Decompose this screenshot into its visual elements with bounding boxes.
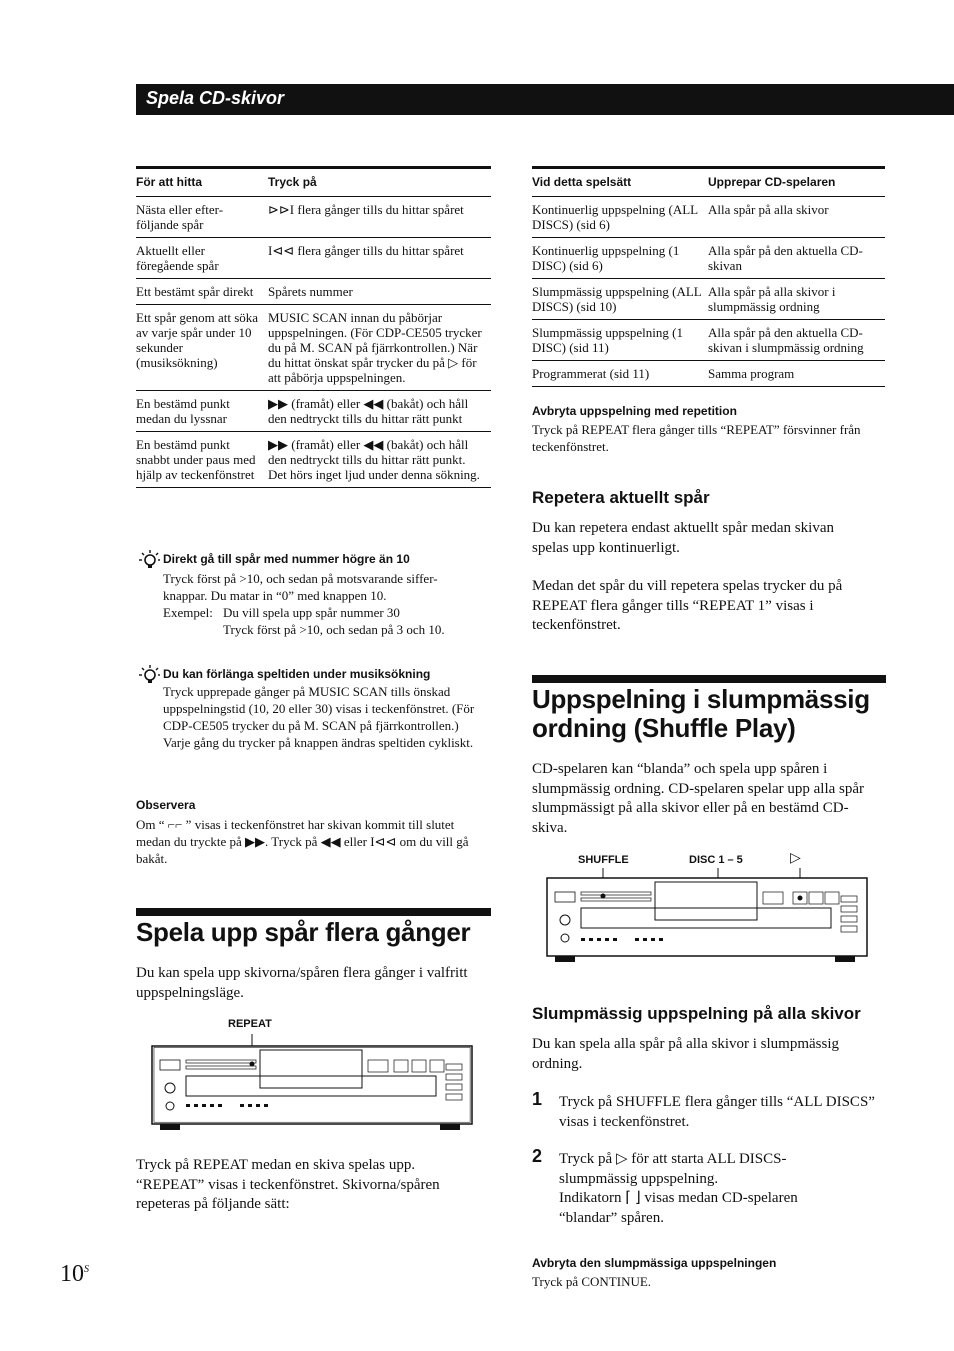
table-cell: ▶▶ (framåt) eller ◀◀ (bakåt) och håll den nedtryckt tills du hittar rätt punkt	[268, 391, 491, 432]
table-row	[136, 391, 491, 432]
table-cell: En bestämd punkt medan du lyssnar	[136, 391, 268, 432]
table-row	[136, 238, 491, 279]
tip1-line: Tryck först på >10, och sedan på motsvarande siffer-	[163, 571, 438, 586]
table-row	[136, 305, 491, 391]
repeat-current-p1: Du kan repetera endast aktuellt spår medan skivan spelas upp kontinuerligt.	[532, 520, 834, 556]
table-cell: Samma program	[708, 361, 885, 387]
table-cell: Kontinuerlig uppspelning (ALL DISCS) (sid 6)	[532, 197, 708, 238]
shuffle-all-intro: Du kan spela alla spår på alla skivor i slumpmässig ordning.	[532, 1036, 840, 1072]
table-cell: MUSIC SCAN innan du påbörjar uppspelningen. (För CDP-CE505 trycker du på M. SCAN på fjärrkontrollen.) När du hittat önskat spår trycker du på ▷ för att påbörja uppspelningen.	[268, 305, 491, 391]
shuffle-all-title: Slumpmässig uppspelning på alla skivor	[532, 1004, 861, 1023]
table-row	[136, 279, 491, 305]
shuffle-title-line: Uppspelning i slumpmässig	[532, 684, 870, 714]
step-number: 1	[532, 1089, 543, 1109]
mode-table-header: Upprepar CD-spelaren	[708, 168, 885, 197]
cancel-repeat-text: Tryck på REPEAT flera gånger tills “REPEAT” försvinner från teckenfönstret.	[532, 422, 861, 454]
page-number-value: 10	[60, 1261, 84, 1287]
table-cell: Spårets nummer	[268, 279, 491, 305]
table-cell: Alla spår på den aktuella CD-skivan	[708, 238, 885, 279]
step2-text	[559, 1150, 889, 1228]
cancel-shuffle-title: Avbryta den slumpmässiga uppspelningen	[532, 1256, 777, 1270]
table-cell: Nästa eller efter-följande spår	[136, 197, 268, 238]
table-cell: ⊳⊳I flera gånger tills du hittar spåret	[268, 197, 491, 238]
table-cell: Slumpmässig uppspelning (1 DISC) (sid 11)	[532, 320, 708, 361]
table-row	[532, 238, 885, 279]
table-cell: Slumpmässig uppspelning (ALL DISCS) (sid 10)	[532, 279, 708, 320]
table-cell: Kontinuerlig uppspelning (1 DISC) (sid 6)	[532, 238, 708, 279]
step2-line: “blandar” spåren.	[559, 1209, 664, 1226]
search-table-header: Tryck på	[268, 168, 491, 197]
mode-table	[532, 166, 885, 387]
repeat-current-title: Repetera aktuellt spår	[532, 488, 710, 507]
cancel-repeat-title: Avbryta uppspelning med repetition	[532, 404, 737, 418]
figure-label-play: ▷	[790, 850, 801, 866]
figure-label-shuffle: SHUFFLE	[578, 854, 629, 866]
table-row	[532, 361, 885, 387]
section-rule	[136, 908, 491, 916]
table-row	[532, 279, 885, 320]
step2-line: Tryck på ▷ för att starta ALL DISCS-	[559, 1151, 787, 1167]
search-table-header: För att hitta	[136, 168, 268, 197]
table-cell: Alla spår på alla skivor	[708, 197, 885, 238]
tip1-example-line: Du vill spela upp spår nummer 30	[223, 605, 400, 620]
table-cell: Ett bestämt spår direkt	[136, 279, 268, 305]
table-row	[136, 432, 491, 488]
page-number-suffix: S	[84, 1264, 89, 1275]
table-cell: En bestämd punkt snabbt under paus med hjälp av teckenfönstret	[136, 432, 268, 488]
repeat-section-intro: Du kan spela upp skivorna/spåren flera gånger i valfritt uppspelningsläge.	[136, 965, 468, 1001]
step-number: 2	[532, 1146, 543, 1166]
tip1-line: knappar. Du matar in “0” med knappen 10.	[163, 588, 387, 603]
tip1-example-label: Exempel:	[163, 605, 213, 620]
tip1-title: Direkt gå till spår med nummer högre än 10	[163, 552, 410, 566]
table-row	[532, 320, 885, 361]
note-text: Om “ ⌐⌐ ” visas i teckenfönstret har skivan kommit till slutet medan du tryckte på ▶▶. Tryck på ◀◀ eller I⊲⊲ om du vill gå bakåt.	[136, 817, 469, 866]
section-rule	[532, 675, 886, 683]
cancel-shuffle-text: Tryck på CONTINUE.	[532, 1274, 652, 1289]
figure-label-disc: DISC 1 – 5	[689, 854, 743, 866]
table-row	[532, 197, 885, 238]
step2-line: slumpmässig uppspelning.	[559, 1170, 719, 1187]
figure-label-repeat: REPEAT	[228, 1018, 272, 1030]
step2-line: Indikatorn ⌈ ⌋ visas medan CD-spelaren	[559, 1190, 798, 1206]
note-title: Observera	[136, 798, 196, 812]
lightbulb-icon	[138, 549, 160, 571]
repeat-section-after: Tryck på REPEAT medan en skiva spelas upp. “REPEAT” visas i teckenfönstret. Skivorna/spåren repeteras på följande sätt:	[136, 1157, 440, 1212]
tip1-example	[163, 604, 493, 621]
repeat-section-title: Spela upp spår flera gånger	[136, 917, 471, 947]
cd-player-illustration	[150, 1030, 476, 1138]
lightbulb-icon	[138, 664, 160, 686]
tip1-example-line2: Tryck först på >10, och sedan på 3 och 10.	[223, 622, 445, 637]
table-cell: Aktuellt eller föregående spår	[136, 238, 268, 279]
table-cell: Ett spår genom att söka av varje spår under 10 sekunder (musiksökning)	[136, 305, 268, 391]
step1-text: Tryck på SHUFFLE flera gånger tills “ALL DISCS” visas i teckenfönstret.	[559, 1094, 875, 1130]
table-cell: I⊲⊲ flera gånger tills du hittar spåret	[268, 238, 491, 279]
section-header-title: Spela CD-skivor	[146, 88, 285, 108]
tip1-text	[163, 570, 493, 638]
page-number	[60, 1261, 89, 1288]
tip2-title: Du kan förlänga speltiden under musiksökning	[163, 667, 431, 681]
table-row	[136, 197, 491, 238]
table-cell: Alla spår på alla skivor i slumpmässig ordning	[708, 279, 885, 320]
search-table	[136, 166, 491, 488]
cd-player-illustration	[545, 866, 871, 970]
table-cell: Alla spår på den aktuella CD-skivan i slumpmässig ordning	[708, 320, 885, 361]
shuffle-section-title	[532, 685, 870, 743]
tip2-text: Tryck upprepade gånger på MUSIC SCAN tills önskad uppspelningstid (10, 20 eller 30) visas i teckenfönstret. (För CDP-CE505 trycker du på M. SCAN på fjärrkontrollen.) Varje gång du trycker på knappen ändras speltiden cykliskt.	[163, 684, 475, 750]
shuffle-title-line: ordning (Shuffle Play)	[532, 713, 796, 743]
repeat-current-p2: Medan det spår du vill repetera spelas trycker du på REPEAT flera gånger tills “REPEAT 1” visas i teckenfönstret.	[532, 578, 843, 633]
shuffle-section-intro: CD-spelaren kan “blanda” och spela upp spåren i slumpmässig ordning. CD-spelaren spelar upp alla spår slumpmässigt på alla skivor eller på en bestämd CD-skiva.	[532, 761, 865, 836]
table-cell: ▶▶ (framåt) eller ◀◀ (bakåt) och håll den nedtryckt tills du hittar rätt punkt. Det hörs inget ljud under denna sökning.	[268, 432, 491, 488]
mode-table-header: Vid detta spelsätt	[532, 168, 708, 197]
section-header-bar	[136, 84, 954, 115]
table-cell: Programmerat (sid 11)	[532, 361, 708, 387]
